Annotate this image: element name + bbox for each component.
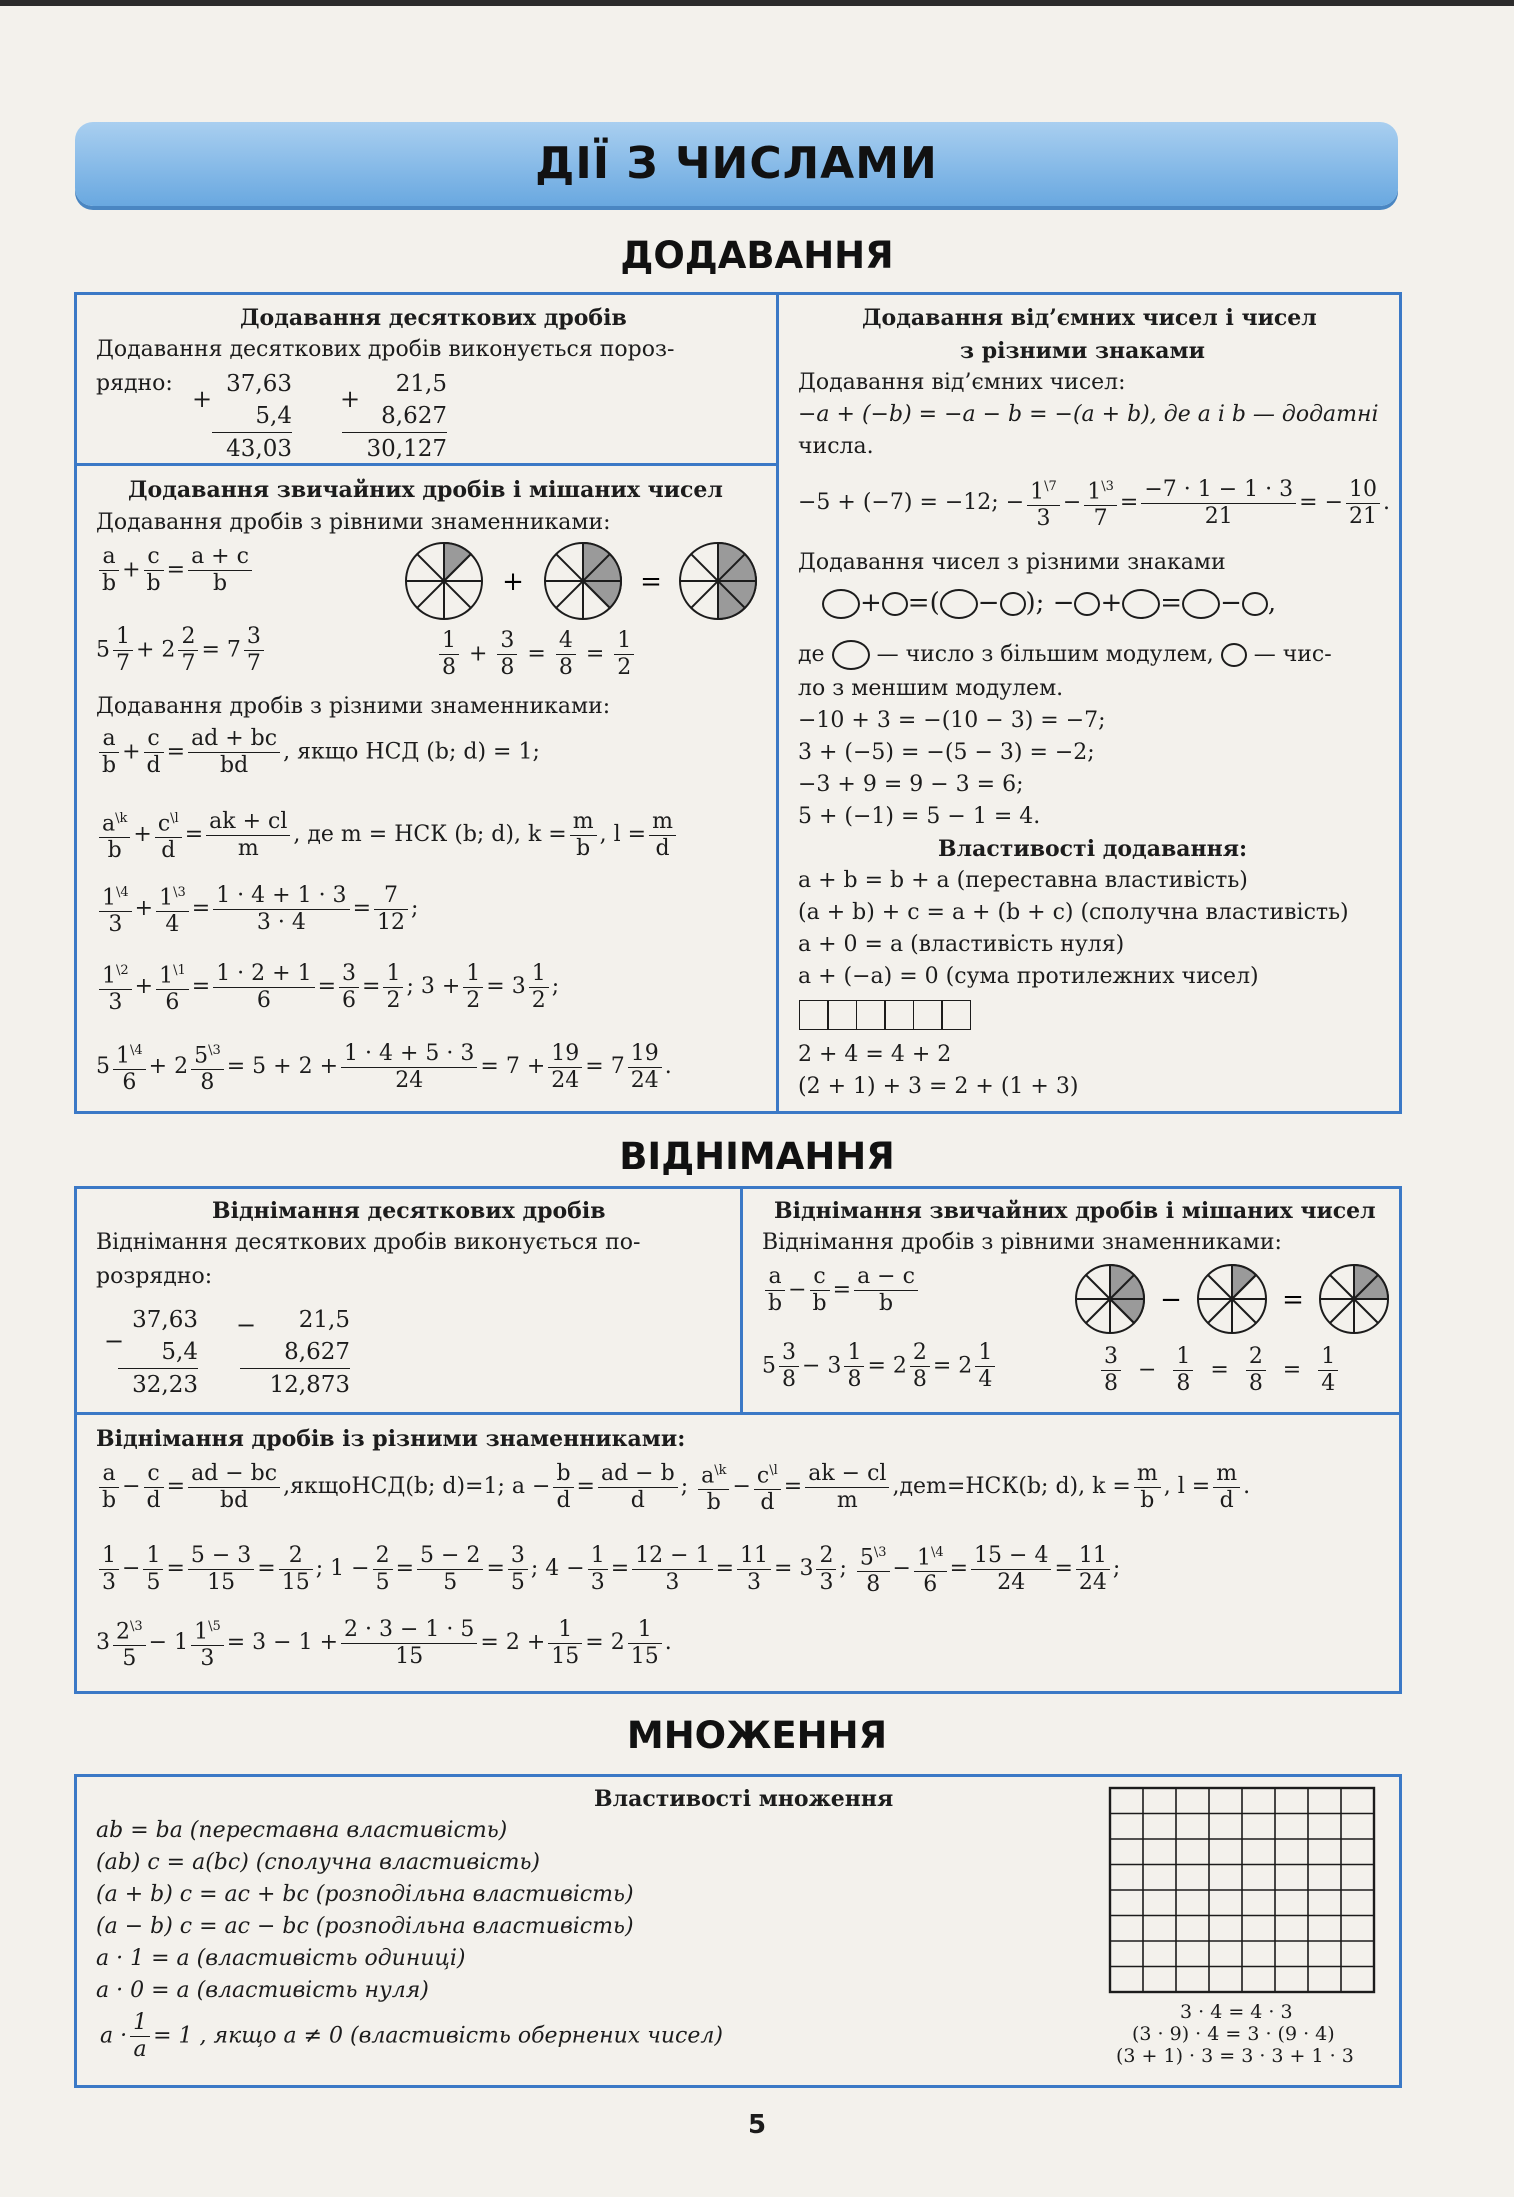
eighths-pie-diagram: [404, 540, 760, 622]
den: b: [146, 571, 161, 596]
mul-properties-title: Властивості множення: [594, 1786, 894, 1812]
add-negatives-title-2: з різними знаками: [960, 338, 1205, 364]
text: 3 +: [420, 974, 461, 1000]
den: 3: [665, 1569, 680, 1595]
sub-decimal-column-2: [240, 1304, 350, 1401]
den: b: [102, 571, 117, 596]
num: 1: [548, 1617, 582, 1644]
add-diff-den-formula: $\frac{a}{b}$ + $\frac{c}{d}$ = $\frac{ad + bc}{bd}$ , якщо НСД (b; d) = 1;: [96, 726, 540, 779]
page-edge: [0, 0, 1514, 6]
add-property-example-2: (2 + 1) + 3 = 2 + (1 + 3): [798, 1074, 1079, 1099]
num: a: [99, 726, 119, 753]
add-property-3: a + 0 = a (властивість нуля): [798, 932, 1125, 957]
addition-divider: [776, 292, 779, 1114]
num: 5 − 3: [188, 1543, 254, 1570]
add-same-den-formula: $\frac{a}{b}$ + $\frac{c}{b}$ = $\frac{a + c}{b}$: [96, 544, 255, 597]
operand: 8,627: [342, 400, 447, 433]
num: 1 · 2 + 1: [213, 961, 314, 988]
den: 8: [500, 655, 515, 680]
diff-sign-example-4: 5 + (−1) = 5 − 1 = 4.: [798, 804, 1041, 829]
mul-property-2: (ab) c = a(bc) (сполучна властивість): [96, 1850, 541, 1875]
add-decimals-text2: рядно:: [96, 371, 173, 396]
text: — число з більшим модулем,: [876, 642, 1214, 667]
num: m: [570, 809, 597, 836]
den: b: [212, 571, 228, 596]
operand: 21,5: [298, 1307, 350, 1333]
den: b: [812, 1291, 827, 1316]
add-fractions-title: Додавання звичайних дробів і мішаних чисел: [128, 477, 723, 503]
sub-same-den-formula: $\frac{a}{b}$ − $\frac{c}{b}$ = $\frac{a - c}{b}$: [762, 1264, 921, 1317]
add-eighths-example: $\frac{1}{8}$ + $\frac{3}{8}$ = $\frac{4}{8}$ = $\frac{1}{2}$: [436, 628, 637, 681]
sub-decimals-title: Віднімання десяткових дробів: [212, 1198, 606, 1224]
den: 8: [558, 655, 573, 680]
num: 1: [614, 628, 634, 655]
num: m: [1134, 1461, 1161, 1488]
sub-diff-den-title: Віднімання дробів із різними знаменниками:: [96, 1426, 686, 1452]
result: 32,23: [132, 1372, 198, 1398]
add-negatives-example: −5 + (−7) = −12; − $\frac{1^{\backslash 7}}{3}$ − $\frac{1^{\backslash 3}}{7}$ = $\frac{-7 \cdot 1 - 1 \cdot 3}{21}$ = − $\frac{10}{21}$ .: [798, 474, 1390, 532]
minus-sign: −: [236, 1311, 257, 1339]
den: b: [576, 835, 591, 861]
den: b: [102, 753, 117, 778]
mul-property-1: ab = ba (переставна властивість): [96, 1818, 508, 1843]
multiplication-grid-diagram: [1108, 1786, 1378, 1996]
den: 4: [1321, 1371, 1336, 1396]
sub-mixed-example: 5 $\frac{3}{8}$ − 3 $\frac{1}{8}$ = 2 $\frac{2}{8}$ = 2 $\frac{1}{4}$: [762, 1340, 998, 1393]
num: 7: [374, 883, 408, 910]
num: ad − b: [598, 1461, 678, 1488]
den: 8: [1248, 1371, 1263, 1396]
cell-strip: [800, 1000, 971, 1030]
num: m: [649, 809, 676, 836]
diff-sign-example-1: −10 + 3 = −(10 − 3) = −7;: [798, 708, 1106, 733]
num: 1: [130, 2010, 150, 2037]
num: ad + bc: [188, 726, 280, 753]
text: — чис-: [1253, 642, 1332, 667]
den: 24: [630, 1067, 659, 1093]
den: 15: [630, 1643, 659, 1669]
num: ak − cl: [805, 1461, 889, 1488]
sub-example-2: 3 $\frac{2^{\backslash 3}}{5}$ − 1 $\frac{1^{\backslash 5}}{3}$ = 3 − 1 + $\frac{2 \cdot 3 - 1 \cdot 5}{15}$ = 2 + $\frac{1}{15}$ = 2 $\frac{1}{15}$ .: [96, 1614, 672, 1672]
sub-diff-den-formulas: $\frac{a}{b}$ − $\frac{c}{d}$ = $\frac{ad - bc}{bd}$ ,якщоНСД(b; d)=1; a − $\frac{b}{d}$ = $\frac{ad - b}{d}$ ; $\frac{a^{\backslash k}}{b}$ − $\frac{c^{\backslash l}}{d}$ = $\frac{ak - cl}{m}$ ,деm=НСК(b; d), k = $\frac{m}{b}$ , l = $\frac{m}{d}$ .: [96, 1458, 1250, 1516]
num: 10: [1346, 477, 1380, 504]
condition: ,якщоНСД(b; d)=1;: [283, 1474, 505, 1500]
add-example-3: $\frac{1^{\backslash 4}}{3}$ + $\frac{1^{\backslash 3}}{4}$ = $\frac{1 \cdot 4 + 1 \cdot 3}{3 \cdot 4}$ = $\frac{7}{12}$ ;: [96, 880, 418, 938]
add-negatives-rule: −a + (−b) = −a − b = −(a + b), де a і b — додатні: [798, 402, 1379, 427]
text: , l =: [1163, 1474, 1211, 1500]
add-decimals-title: Додавання десяткових дробів: [240, 305, 627, 331]
den: 3 · 4: [256, 909, 306, 935]
add-negatives-title: Додавання від’ємних чисел і чисел: [862, 305, 1317, 331]
num: c: [144, 1461, 164, 1488]
svg-text:+: +: [502, 567, 524, 597]
sub-decimal-column-1: [118, 1304, 198, 1401]
text: ; 1 −: [315, 1556, 370, 1582]
condition: , якщо НСД (b; d) = 1;: [283, 739, 540, 765]
den: b: [107, 838, 122, 864]
grid-example-2: (3 · 9) · 4 = 3 · (9 · 4): [1132, 2023, 1335, 2045]
result: 30,127: [366, 436, 447, 462]
l-label: , l =: [599, 822, 647, 848]
num: 15 − 4: [971, 1543, 1051, 1570]
sub-same-den-text: Віднімання дробів з рівними знаменниками:: [762, 1230, 1282, 1255]
den: m: [237, 835, 259, 861]
add-property-example-1: 2 + 4 = 4 + 2: [798, 1042, 952, 1067]
text: = 3 − 1 +: [226, 1630, 339, 1656]
result: 12,873: [269, 1372, 350, 1398]
num: a − c: [854, 1264, 918, 1291]
mul-property-6: a · 0 = a (властивість нуля): [96, 1978, 429, 2003]
text: − 1: [148, 1630, 189, 1656]
diff-sign-example-3: −3 + 9 = 9 − 3 = 6;: [798, 772, 1024, 797]
den: b: [1140, 1487, 1155, 1513]
condition: ,деm=НСК(b; d),: [892, 1474, 1086, 1500]
subtraction-row-divider: [74, 1412, 1402, 1415]
add-same-den-text: Додавання дробів з рівними знаменниками:: [96, 510, 611, 535]
sub-eighths-example: $\frac{3}{8}$ − $\frac{1}{8}$ = $\frac{2}{8}$ = $\frac{1}{4}$: [1098, 1344, 1341, 1397]
den: b: [768, 1291, 783, 1316]
den: a: [133, 2037, 147, 2062]
circle-rule-explanation-2: ло з меншим модулем.: [798, 676, 1064, 701]
sub-example-1: $\frac{1}{3}$ − $\frac{1}{5}$ = $\frac{5 - 3}{15}$ = $\frac{2}{15}$ ; 1 − $\frac{2}{5}$ = $\frac{5 - 2}{5}$ = $\frac{3}{5}$ ; 4 − $\frac{1}{3}$ = $\frac{12 - 1}{3}$ = $\frac{11}{3}$ = 3 $\frac{2}{3}$ ; $\frac{5^{\backslash 3}}{8}$ − $\frac{1^{\backslash 4}}{6}$ = $\frac{15 - 4}{24}$ = $\frac{11}{24}$ ;: [96, 1540, 1120, 1598]
condition: , де m = НСК (b; d),: [293, 822, 521, 848]
text: −5 + (−7) = −12;: [798, 490, 999, 516]
add-mixed-example: 5 $\frac{1}{7}$ + 2 $\frac{2}{7}$ = 7 $\frac{3}{7}$: [96, 624, 267, 677]
text: = 5 + 2 +: [226, 1054, 339, 1080]
num: 2: [1246, 1344, 1266, 1371]
den: 21: [1349, 503, 1378, 529]
add-properties-title: Властивості додавання:: [938, 836, 1248, 862]
operand: 21,5: [395, 371, 447, 397]
add-diff-signs-title: Додавання чисел з різними знаками: [798, 550, 1226, 575]
add-property-1: a + b = b + a (переставна властивість): [798, 868, 1248, 893]
num: 4: [556, 628, 576, 655]
sub-fractions-title: Віднімання звичайних дробів і мішаних чисел: [774, 1198, 1376, 1224]
add-decimal-column-1: [212, 368, 292, 465]
operand: 37,63: [226, 371, 292, 397]
title-banner: [75, 122, 1398, 206]
num: a: [99, 544, 119, 571]
operand: 8,627: [240, 1336, 350, 1369]
mul-property-4: (a − b) c = ac − bc (розподільна властивість): [96, 1914, 634, 1939]
text: a −: [511, 1474, 551, 1500]
text: = −: [1299, 490, 1344, 516]
operand: 5,4: [118, 1336, 198, 1369]
num: 1: [439, 628, 459, 655]
add-negatives-rule-2: числа.: [798, 434, 874, 459]
text: де: [798, 642, 825, 667]
num: 1: [1173, 1344, 1193, 1371]
add-example-4: $\frac{1^{\backslash 2}}{3}$ + $\frac{1^{\backslash 1}}{6}$ = $\frac{1 \cdot 2 + 1}{6}$ = $\frac{3}{6}$ = $\frac{1}{2}$ ; 3 + $\frac{1}{2}$ = 3 $\frac{1}{2}$ ;: [96, 958, 559, 1016]
den: 2: [617, 655, 632, 680]
num: 3: [1101, 1344, 1121, 1371]
num: a: [99, 1461, 119, 1488]
text: = 2: [585, 1630, 625, 1656]
den: d: [1219, 1487, 1234, 1513]
page-title: ДІЇ З ЧИСЛАМИ: [535, 138, 938, 189]
den: bd: [219, 753, 249, 778]
add-property-4: a + (−a) = 0 (сума протилежних чисел): [798, 964, 1259, 989]
den: 8: [1176, 1371, 1191, 1396]
num: a: [765, 1264, 785, 1291]
den: 21: [1204, 503, 1233, 529]
add-lcm-formula: $\frac{a^{\backslash k}}{b}$ + $\frac{c^{\backslash l}}{d}$ = $\frac{ak + cl}{m}$ , де m = НСК (b; d), k = $\frac{m}{b}$ , l = $\frac{m}{d}$: [96, 806, 679, 864]
add-decimal-column-2: [342, 368, 447, 465]
add-negatives-sub: Додавання від’ємних чисел:: [798, 370, 1126, 395]
svg-text:−: −: [1160, 1285, 1182, 1315]
plus-sign: +: [340, 385, 361, 413]
mul-inverse-property: [100, 2010, 723, 2063]
den: b: [102, 1487, 117, 1513]
svg-text:=: =: [1282, 1285, 1304, 1315]
num: c: [144, 544, 164, 571]
num: c: [810, 1264, 830, 1291]
add-diff-den-text: Додавання дробів з різними знаменниками:: [96, 694, 611, 719]
addition-heading: ДОДАВАННЯ: [620, 234, 894, 277]
den: d: [630, 1487, 645, 1513]
den: 24: [997, 1569, 1026, 1595]
sub-decimals-text-2: розрядно:: [96, 1264, 213, 1289]
den: d: [146, 753, 161, 778]
num: 1: [1318, 1344, 1338, 1371]
add-example-5: 5 $\frac{1^{\backslash 4}}{6}$ + 2 $\frac{5^{\backslash 3}}{8}$ = 5 + 2 + $\frac{1 \cdot 4 + 5 \cdot 3}{24}$ = 7 + $\frac{19}{24}$ = 7 $\frac{19}{24}$ .: [96, 1038, 672, 1096]
text: k =: [1092, 1474, 1131, 1500]
num: 1 · 4 + 1 · 3: [213, 883, 349, 910]
grid-example-1: 3 · 4 = 4 · 3: [1180, 2001, 1293, 2023]
num: 11: [1076, 1543, 1110, 1570]
text: = 1 , якщо a ≠ 0 (властивість обернених чисел): [153, 2023, 723, 2049]
den: 24: [395, 1067, 424, 1093]
den: d: [556, 1487, 571, 1513]
result: 43,03: [226, 436, 292, 462]
num: 19: [628, 1041, 662, 1068]
num: c: [144, 726, 164, 753]
den: d: [146, 1487, 161, 1513]
text: = 3: [774, 1556, 814, 1582]
mul-property-5: a · 1 = a (властивість одиниці): [96, 1946, 466, 1971]
grid-example-3: (3 + 1) · 3 = 3 · 3 + 1 · 3: [1116, 2045, 1354, 2067]
num: m: [1213, 1461, 1240, 1488]
den: bd: [219, 1487, 249, 1513]
num: b: [553, 1461, 573, 1488]
num: 12 − 1: [632, 1543, 712, 1570]
num: 19: [548, 1041, 582, 1068]
add-decimals-text: Додавання десяткових дробів виконується пороз-: [96, 337, 675, 362]
sub-eighths-pie-diagram: [1074, 1262, 1390, 1336]
den: d: [161, 838, 176, 864]
subtraction-heading: ВІДНІМАННЯ: [619, 1135, 895, 1178]
text: = 7 +: [480, 1054, 546, 1080]
plus-sign: +: [192, 385, 213, 413]
circle-rule-diagram: + =( − ); − + = − ,: [822, 588, 1276, 619]
den: b: [706, 1490, 721, 1516]
num: 3: [497, 628, 517, 655]
den: 5: [443, 1569, 458, 1595]
num: −7 · 1 − 1 · 3: [1141, 477, 1296, 504]
subtraction-divider: [740, 1186, 743, 1414]
den: 12: [377, 909, 405, 935]
text: = 7: [585, 1054, 625, 1080]
den: d: [760, 1490, 775, 1516]
minus-sign: −: [104, 1327, 125, 1355]
multiplication-heading: МНОЖЕННЯ: [626, 1714, 888, 1757]
circle-rule-explanation: [798, 640, 1332, 670]
den: 15: [207, 1569, 236, 1595]
operand: 37,63: [132, 1307, 198, 1333]
den: m: [836, 1487, 858, 1513]
k-label: k =: [527, 822, 567, 848]
diff-sign-example-2: 3 + (−5) = −(5 − 3) = −2;: [798, 740, 1095, 765]
den: 8: [442, 655, 456, 680]
page-number: 5: [747, 2110, 767, 2140]
svg-text:=: =: [640, 567, 662, 597]
mul-property-3: (a + b) c = ac + bc (розподільна властивість): [96, 1882, 634, 1907]
text: = 2 +: [480, 1630, 546, 1656]
num: 2 · 3 − 1 · 5: [341, 1617, 477, 1644]
den: 6: [256, 987, 271, 1013]
text: a ·: [100, 2023, 128, 2049]
num: a + c: [188, 544, 252, 571]
den: 24: [551, 1067, 580, 1093]
add-property-2: (a + b) + c = a + (b + c) (сполучна властивість): [798, 900, 1349, 925]
den: d: [655, 835, 670, 861]
den: 24: [1078, 1569, 1107, 1595]
num: ak + cl: [206, 809, 290, 836]
num: 1: [628, 1617, 662, 1644]
den: 15: [551, 1643, 580, 1669]
den: 15: [395, 1643, 424, 1669]
num: 5 − 2: [417, 1543, 483, 1570]
den: 8: [1104, 1371, 1118, 1396]
text: ; 4 −: [530, 1556, 585, 1582]
sub-decimals-text: Віднімання десяткових дробів виконується по-: [96, 1230, 641, 1255]
den: b: [878, 1291, 894, 1316]
operand: 5,4: [212, 400, 292, 433]
num: ad − bc: [188, 1461, 280, 1488]
num: 1 · 4 + 5 · 3: [341, 1041, 477, 1068]
